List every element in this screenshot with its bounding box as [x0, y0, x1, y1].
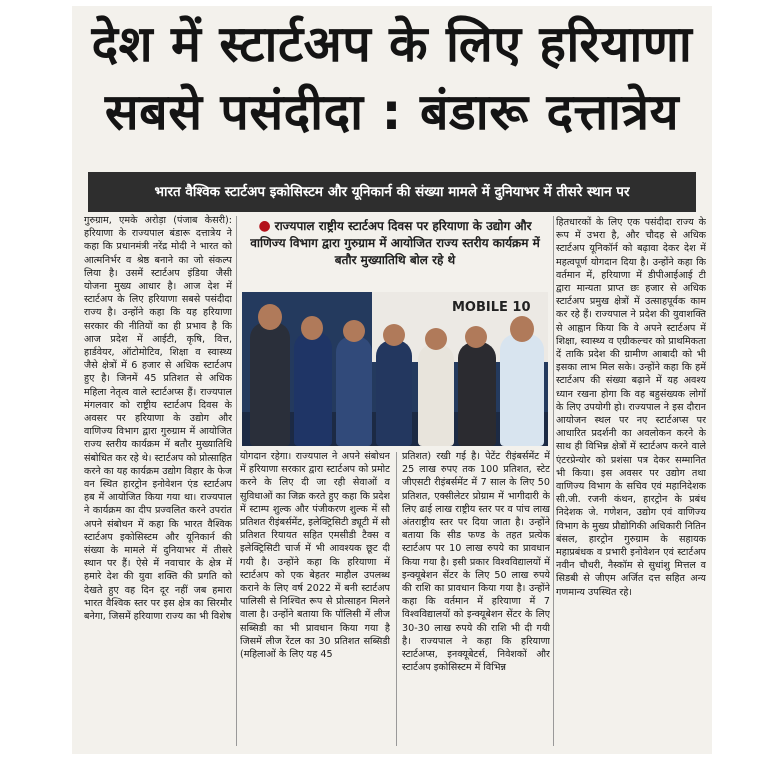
photo-caption	[240, 218, 550, 290]
article-text: गुरुग्राम, एमके अरोड़ा (पंजाब केसरी): हरियाणा के राज्यपाल बंडारू दत्तात्रेय ने कहा कि प्रधानमंत्री नरेंद्र मोदी ने भारत को आत्मनिर्भर व श्रेष्ठ बनाने का जो संकल्प लिया है। उसमें स्टार्टअप इंडिया जैसी योजना मुख्य आधार है। आज देश में स्टार्टअप के लिए हरियाणा सबसे पसंदीदा राज्य है। उन्होंने कहा कि यह हरियाणा सरकार की नीतियों का ही प्रभाव है कि आज प्रदेश में आईटी, कृषि, वित्त, हार्डवेयर, ऑटोमोटिव, शिक्षा व स्वास्थ्य जैसे क्षेत्रों में 6 हजार से अधिक स्टार्टअप हुए है। जिनमें 45 प्रतिशत से अधिक महिला नेतृत्व वाले स्टार्टअप्स हैं। राज्यपाल मंगलवार को राष्ट्रीय स्टार्टअप दिवस के अवसर पर हरियाणा के उद्योग और वाणिज्य विभाग द्वारा गुरुग्राम में आयोजित राज्य स्तरीय कार्यक्रम में बतौर मुख्यातिथि संबोधित कर रहे थे। स्टार्टअप को प्रोत्साहित करने का यह कार्यक्रम उद्योग विहार के फेज वन स्थित हारट्रोन इनोवेशन एंड स्टार्टअप हब में आयोजित किया गया था। राज्यपाल ने कार्यक्रम का दीप प्रज्वलित करने उपरांत अपने संबोधन में कहा कि भारत वैश्विक स्टार्टअप इकोसिस्टम और यूनिकार्न की संख्या के मामले में दुनियाभर में तीसरे स्थान पर हैं। ऐसे में नवाचार के क्षेत्र में हमारे देश की युवा शक्ति की प्रगति को देखते हुए वह दिन दूर नहीं जब हमारा भारत वैश्विक स्तर पर इस क्षेत्र का सिरमौर बनेगा, जिसमें हरियाणा राज्य का भी विशेष	[84, 215, 232, 623]
person-figure	[336, 336, 372, 446]
column-divider	[396, 452, 397, 746]
person-figure	[458, 342, 496, 446]
person-head	[258, 304, 282, 330]
column-divider	[553, 216, 554, 746]
article-text: योगदान रहेगा। राज्यपाल ने अपने संबोधन में हरियाणा सरकार द्वारा स्टार्टअप को प्रमोट करने के लिए दी जा रही सेवाओं व सुविधाओं का जिक्र करते हुए कहा कि प्रदेश में स्टाम्प शुल्क और पंजीकरण शुल्क में सौ प्रतिशत रीइंबर्समेंट, इलेक्ट्रिसिटी ड्यूटी में सौ प्रतिशत रियायत सहित एमसीडी टैक्स व इलेक्ट्रिसिटी चार्ज में भी आवश्यक छूट दी गयी है। उन्होंने कहा कि हरियाणा में स्टार्टअप को एक बेहतर माहौल उपलब्ध कराने के लिए वर्ष 2022 में बनी स्टार्टअप पालिसी से निश्चित रूप से प्रोत्साहन मिलने वाला है। उन्होंने बताया कि पॉलिसी में लीज सब्सिडी का भी प्रावधान किया गया है जिसमें लीज रेंटल का 30 प्रतिशत सब्सिडी (महिलाओं के लिए यह 45	[240, 451, 390, 661]
article-column-2	[240, 450, 390, 748]
event-photo	[242, 292, 548, 446]
bullet-icon: ●	[258, 218, 271, 234]
column-divider	[236, 216, 237, 746]
person-head	[510, 316, 534, 342]
person-figure	[418, 344, 454, 446]
photo-caption-text: राज्यपाल राष्ट्रीय स्टार्टअप दिवस पर हरियाणा के उद्योग और वाणिज्य विभाग द्वारा गुरुग्राम में आयोजित राज्य स्तरीय कार्यक्रम में बतौर मुख्यातिथि बोल रहे थे	[250, 219, 540, 267]
article-column-1	[84, 214, 232, 748]
article-text: प्रतिशत) रखी गई है। पेटेंट रीइंबर्समेंट में 25 लाख रुपए तक 100 प्रतिशत, स्टेट जीएसटी रीइंबर्समेंट में 7 साल के लिए 50 प्रतिशत, एक्सीलेटर प्रोग्राम में भागीदारी के लिए ढाई लाख राष्ट्रीय स्तर पर व पांच लाख अंतराष्ट्रीय स्तर पर दिया जाता है। उन्होंने बताया कि सीड फण्ड के तहत प्रत्येक स्टार्टअप पर 10 लाख रुपये का प्रावधान किया गया है। इसी प्रकार विश्वविद्यालयों में इन्क्यूबेशन सेंटर के लिए 50 लाख रुपये की राशि का प्रावधान किया गया है। उन्होंने कहा कि वर्तमान में हरियाणा में 7 विश्वविद्यालयों को इन्क्यूबेशन सेंटर के लिए 30-30 लाख रुपये की राशि भी दी गयी है। राज्यपाल ने कहा कि हरियाणा स्टार्टअप्स, इनक्यूबेटर्स, निवेशकों और स्टार्टअप इकोसिस्टम में विभिन्न	[402, 451, 550, 674]
person-head	[425, 328, 447, 350]
newspaper-clipping	[72, 6, 712, 754]
person-head	[465, 326, 487, 348]
article-column-4	[556, 216, 706, 748]
person-figure	[294, 332, 332, 446]
person-head	[383, 324, 405, 346]
headline-line-2: सबसे पसंदीदा : बंडारू दत्तात्रेय	[104, 83, 680, 141]
article-column-3	[402, 450, 550, 748]
person-figure	[376, 340, 412, 446]
headline-line-1: देश में स्टार्टअप के लिए हरियाणा	[91, 15, 693, 73]
person-figure	[500, 334, 544, 446]
subheadline-bar: भारत वैश्विक स्टार्टअप इकोसिस्टम और यूनिकार्न की संख्या मामले में दुनियाभर में तीसरे स्थान पर	[88, 172, 696, 212]
person-head	[343, 320, 365, 342]
person-head	[301, 316, 323, 340]
photo-sign: MOBILE 10	[452, 300, 531, 315]
person-figure	[250, 322, 290, 446]
article-text: हितधारकों के लिए एक पसंदीदा राज्य के रूप में उभरा है, और चौदह से अधिक स्टार्टअप यूनिकॉर्न को बढ़ावा देकर देश में महत्वपूर्ण योगदान दिया है। उन्होंने कहा कि वर्तमान में, हरियाणा में डीपीआईआई टी द्वारा मान्यता प्राप्त छः हजार से अधिक स्टार्टअप प्रमुख क्षेत्रों में उत्साहपूर्वक काम कर रहे हैं। राज्यपाल ने प्रदेश की युवाशक्ति से आह्वान किया कि वे अपने स्टार्टअप में शिक्षा, स्वास्थ्य व एग्रीकल्चर को प्राथमिकता दें ताकि प्रदेश की ग्रामीण आबादी को भी इसका लाभ मिल सके। उन्होंने कहा कि हमें स्टार्टअप की संख्या बढ़ाने में यह अवश्य ध्यान रखना होगा कि वह बहुसंख्यक लोगों के लिए उपयोगी हो। राज्यपाल ने इस दौरान आयोजन स्थल पर नए स्टार्टअप्स पर आधारित प्रदर्शनी का अवलोकन करने के साथ ही विभिन्न क्षेत्रों में स्टार्टअप करने वाले एंटरप्रेन्योर को प्रशंसा पत्र देकर सम्मानित भी किया। इस अवसर पर उद्योग तथा वाणिज्य विभाग के सचिव एवं महानिदेशक सी.जी. रजनी कंथन, हारट्रोन के प्रबंध निदेशक जे. गणेशन, उद्योग एवं वाणिज्य विभाग के मुख्य प्रौद्योगिकी अधिकारी नितिन बंसल, हारट्रोन गुरुग्राम के सहायक महाप्रबंधक व प्रभारी इनोवेशन एवं स्टार्टअप नवीन चौधरी, नैस्कॉम से सुधांशु मित्तल व सिडबी से जीएम अर्जित दत्त सहित अन्य गणमान्य उपस्थित रहे।	[556, 217, 706, 598]
